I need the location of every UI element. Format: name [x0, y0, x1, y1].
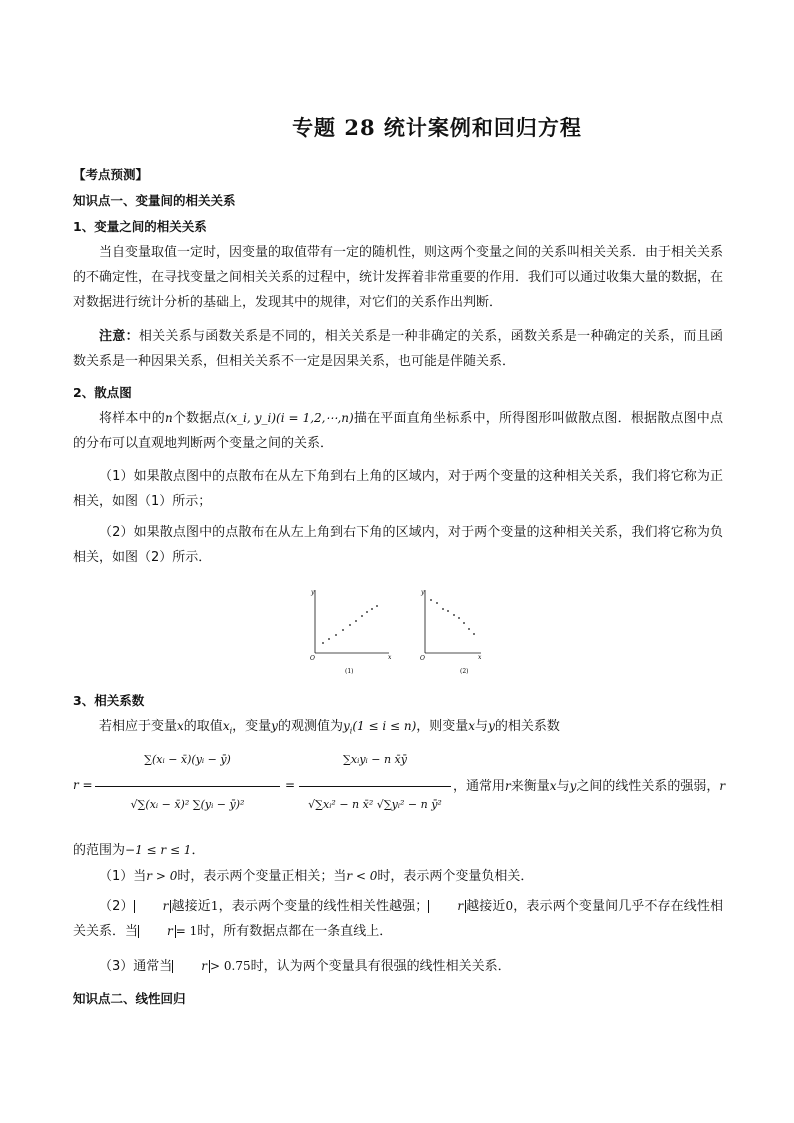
- heading-correlation-coefficient: 3、相关系数: [73, 693, 145, 708]
- knowledge-point-2-heading: 知识点二、线性回归: [73, 991, 186, 1006]
- fraction-bar-2: [299, 786, 451, 787]
- note-paragraph: [73, 324, 723, 374]
- scatter-positive: [310, 589, 392, 675]
- scatter-point: [468, 628, 470, 630]
- xi-symbol: $x_i$: [222, 719, 233, 736]
- scatter-point: [335, 634, 337, 636]
- paragraph-case-3: （3）通常当 r > 0.75时，认为两个变量具有很强的线性相关关系．: [99, 959, 511, 974]
- scatter-point: [371, 608, 373, 610]
- denominator-2: √∑xᵢ² − n x̄² √∑yᵢ² − n ȳ²: [308, 798, 442, 811]
- paragraph-positive-correlation: （1）如果散点图中的点散布在从左下角到右上角的区域内，对于两个变量的这种相关关系，我们将它称为正相关，如图（1）所示；: [73, 469, 723, 509]
- scatter-point: [458, 617, 460, 619]
- scatter-point: [473, 633, 475, 635]
- abs-r: r: [172, 960, 210, 973]
- fig2-y-label: y: [421, 589, 425, 596]
- scatter-point: [322, 642, 324, 644]
- scatter-point: [376, 605, 378, 607]
- paragraph-coefficient-intro: 若相应于变量x的取值$x_i$，变量y的观测值为$y_i(1 \le i \le n)$，则变量x与y的相关系数: [99, 719, 560, 736]
- scatter-point: [430, 599, 432, 601]
- scatter-point: [442, 608, 444, 610]
- correlation-formula: [73, 748, 733, 838]
- paragraph-correlation: 当自变量取值一定时，因变量的取值带有一定的随机性，则这两个变量之间的关系叫相关关系．由于相关关系的不确定性，在寻找变量之间相关关系的过程中，统计发挥着非常重要的作用．我们可以通过收集大量的数据，在对数据进行统计分析的基础上，发现其中的规律，对它们的关系作出判断．: [73, 245, 724, 310]
- denominator-1: √∑(xᵢ − x̄)² ∑(yᵢ − ȳ)²: [130, 798, 245, 811]
- abs-r: r: [134, 900, 172, 913]
- fraction-bar-1: [95, 786, 280, 787]
- paragraph-range: 的范围为−1 ≤ r ≤ 1．: [73, 843, 205, 858]
- points-notation: (x_i, y_i)(i = 1,2,⋯,n): [225, 411, 354, 425]
- index-condition: (1 ≤ i ≤ n): [352, 719, 417, 733]
- equals-sign: =: [285, 778, 296, 792]
- scatter-figures: [305, 585, 485, 677]
- fig1-caption: (1): [345, 668, 354, 675]
- scatter-point: [453, 614, 455, 616]
- knowledge-point-1-heading: 知识点一、变量间的相关关系: [73, 193, 236, 208]
- section-label: 【考点预测】: [73, 167, 149, 182]
- scatter-point: [463, 622, 465, 624]
- paragraph-case-1: （1）当r > 0时，表示两个变量正相关；当r < 0时，表示两个变量负相关．: [99, 869, 534, 884]
- scatter-point: [436, 602, 438, 604]
- note-text: 相关关系与函数关系是不同的，相关关系是一种非确定的关系，函数关系是一种确定的关系，而且函数关系是一种因果关系，但相关关系不一定是因果关系，也可能是伴随关系．: [73, 329, 723, 369]
- abs-r: r: [428, 900, 466, 913]
- scatter-point: [342, 629, 344, 631]
- numerator-2: ∑xᵢyᵢ − n x̄ȳ: [343, 753, 407, 766]
- r-equals: r =: [73, 778, 93, 792]
- paragraph-case-2: （2） r 越接近1，表示两个变量的线性相关性越强； r 越接近0，表示两个变量间几乎不存在线性相关关系．当 r = 1时，所有数据点都在一条直线上．: [73, 899, 723, 939]
- fig1-y-label: y: [311, 589, 315, 596]
- scatter-point: [328, 638, 330, 640]
- numerator-1: ∑(xᵢ − x̄)(yᵢ − ȳ): [144, 753, 231, 766]
- note-label: 注意：: [99, 329, 139, 344]
- range-expression: −1 ≤ r ≤ 1: [125, 843, 192, 857]
- n-symbol: n: [164, 411, 173, 425]
- abs-r: r: [138, 925, 176, 938]
- fig2-x-label: x: [478, 654, 482, 661]
- scatter-point: [366, 611, 368, 613]
- fig1-origin-label: O: [310, 655, 315, 662]
- yi-symbol: $y_i$: [342, 719, 353, 736]
- heading-correlation: 1、变量之间的相关关系: [73, 219, 207, 234]
- heading-scatter: 2、散点图: [73, 385, 132, 400]
- fig1-x-label: x: [388, 654, 392, 661]
- paragraph-scatter: 将样本中的n个数据点(x_i, y_i)(i = 1,2,⋯,n)描在平面直角坐标系中，所得图形叫做散点图．根据散点图中点的分布可以直观地判断两个变量之间的关系．: [73, 411, 723, 451]
- formula-trailing-text: ，通常用r来衡量x与y之间的线性关系的强弱，r: [453, 779, 726, 794]
- scatter-point: [355, 620, 357, 622]
- scatter-negative: [420, 589, 482, 675]
- fig2-origin-label: O: [420, 655, 425, 662]
- fig2-caption: (2): [460, 668, 469, 675]
- scatter-point: [447, 610, 449, 612]
- scatter-point: [361, 615, 363, 617]
- scatter-point: [349, 624, 351, 626]
- page-title: 专题 28 统计案例和回归方程: [292, 115, 582, 140]
- paragraph-negative-correlation: （2）如果散点图中的点散布在从左上角到右下角的区域内，对于两个变量的这种相关关系，我们将它称为负相关，如图（2）所示．: [73, 525, 723, 565]
